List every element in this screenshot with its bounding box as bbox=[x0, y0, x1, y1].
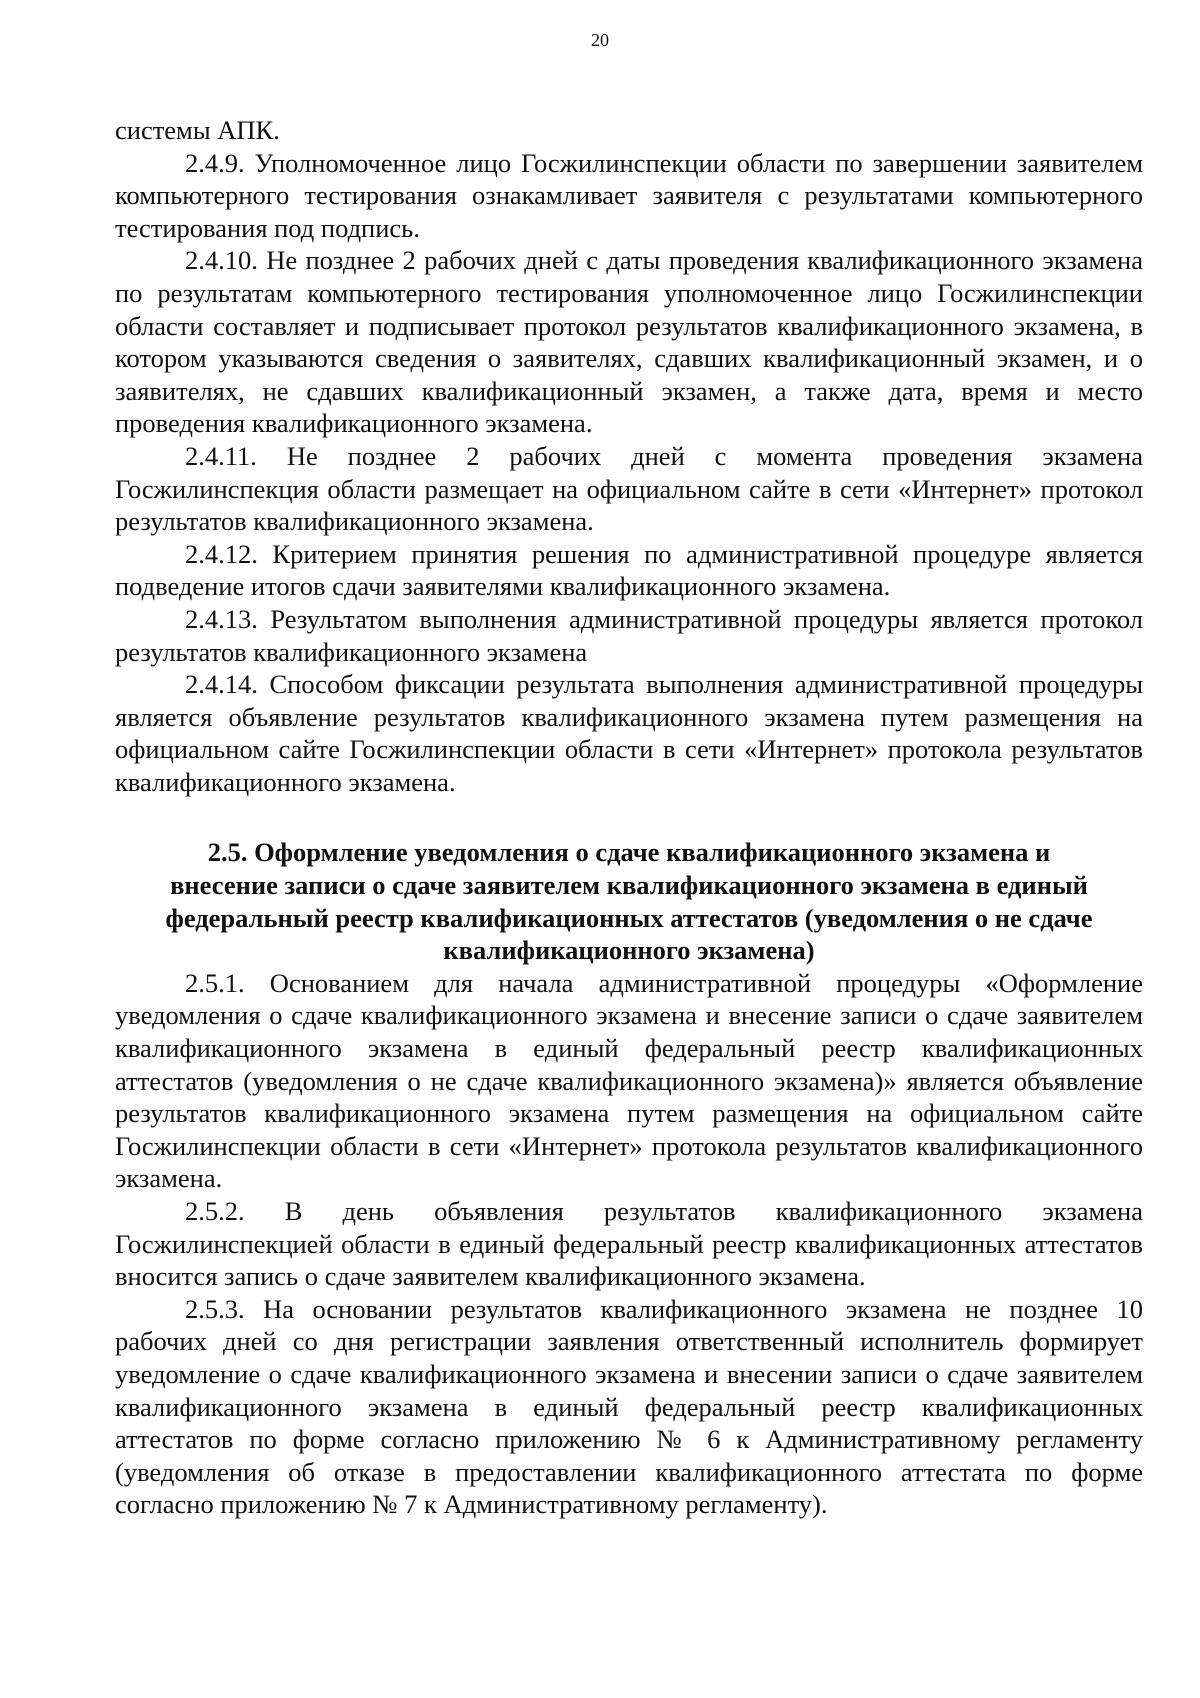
section-heading-2-5 bbox=[115, 836, 1143, 966]
paragraph-continuation: системы АПК. bbox=[115, 115, 280, 145]
section-heading-line: внесение записи о сдаче заявителем квалификационного экзамена в единый bbox=[170, 870, 1088, 901]
paragraph-2-4-10: 2.4.10. Не позднее 2 рабочих дней с даты проведения квалификационного экзамена по результатам компьютерного тестирования уполномоченное лицо Госжилинспекции области составляет и подписывает протокол результатов квалификационного экзамена, в котором указываются сведения о заявителях, сдавших квалификационный экзамен, и о заявителях, не сдавших квалификационный экзамен, а также дата, время и место проведения квалификационного экзамена. bbox=[115, 245, 1143, 439]
paragraph-2-5-1: 2.5.1. Основанием для начала административной процедуры «Оформление уведомления о сдаче квалификационного экзамена и внесение записи о сдаче заявителем квалификационного экзамена в единый федеральный реестр квалификационных аттестатов (уведомления о не сдаче квалификационного экзамена)» является объявление результатов квалификационного экзамена путем размещения на официальном сайте Госжилинспекции области в сети «Интернет» протокола результатов квалификационного экзамена. bbox=[115, 967, 1143, 1194]
document-body bbox=[115, 114, 1143, 1521]
section-heading-line: 2.5. Оформление уведомления о сдаче квалификационного экзамена и bbox=[207, 837, 1051, 868]
paragraph-2-5-3: 2.5.3. На основании результатов квалификационного экзамена не позднее 10 рабочих дней со дня регистрации заявления ответственный исполнитель формирует уведомление о сдаче квалификационного экзамена и внесении записи о сдаче заявителем квалификационного экзамена в единый федеральный реестр квалификационных аттестатов по форме согласно приложению № 6 к Административному регламенту (уведомления об отказе в предоставлении квалификационного аттестата по форме согласно приложению № 7 к Административному регламенту). bbox=[115, 1293, 1143, 1520]
paragraph-2-4-9: 2.4.9. Уполномоченное лицо Госжилинспекции области по завершении заявителем компьютерного тестирования ознакамливает заявителя с результатами компьютерного тестирования под подпись. bbox=[115, 147, 1143, 243]
paragraph-2-4-14: 2.4.14. Способом фиксации результата выполнения административной процедуры является объявление результатов квалификационного экзамена путем размещения на официальном сайте Госжилинспекции области в сети «Интернет» протокола результатов квалификационного экзамена. bbox=[115, 669, 1143, 797]
paragraph-2-4-12: 2.4.12. Критерием принятия решения по административной процедуре является подведение итогов сдачи заявителями квалификационного экзамена. bbox=[115, 538, 1143, 602]
paragraph-2-4-13: 2.4.13. Результатом выполнения административной процедуры является протокол результатов квалификационного экзамена bbox=[115, 603, 1143, 667]
paragraph-2-4-11: 2.4.11. Не позднее 2 рабочих дней с момента проведения экзамена Госжилинспекция области размещает на официальном сайте в сети «Интернет» протокол результатов квалификационного экзамена. bbox=[115, 440, 1143, 537]
section-heading-line: федеральный реестр квалификационных аттестатов (уведомления о не сдаче bbox=[165, 902, 1093, 933]
paragraph-2-5-2: 2.5.2. В день объявления результатов квалификационного экзамена Госжилинспекцией области в единый федеральный реестр квалификационных аттестатов вносится запись о сдаче заявителем квалификационного экзамена. bbox=[115, 1196, 1143, 1292]
section-heading-line: квалификационного экзамена) bbox=[443, 935, 815, 966]
page-number: 20 bbox=[591, 30, 609, 50]
